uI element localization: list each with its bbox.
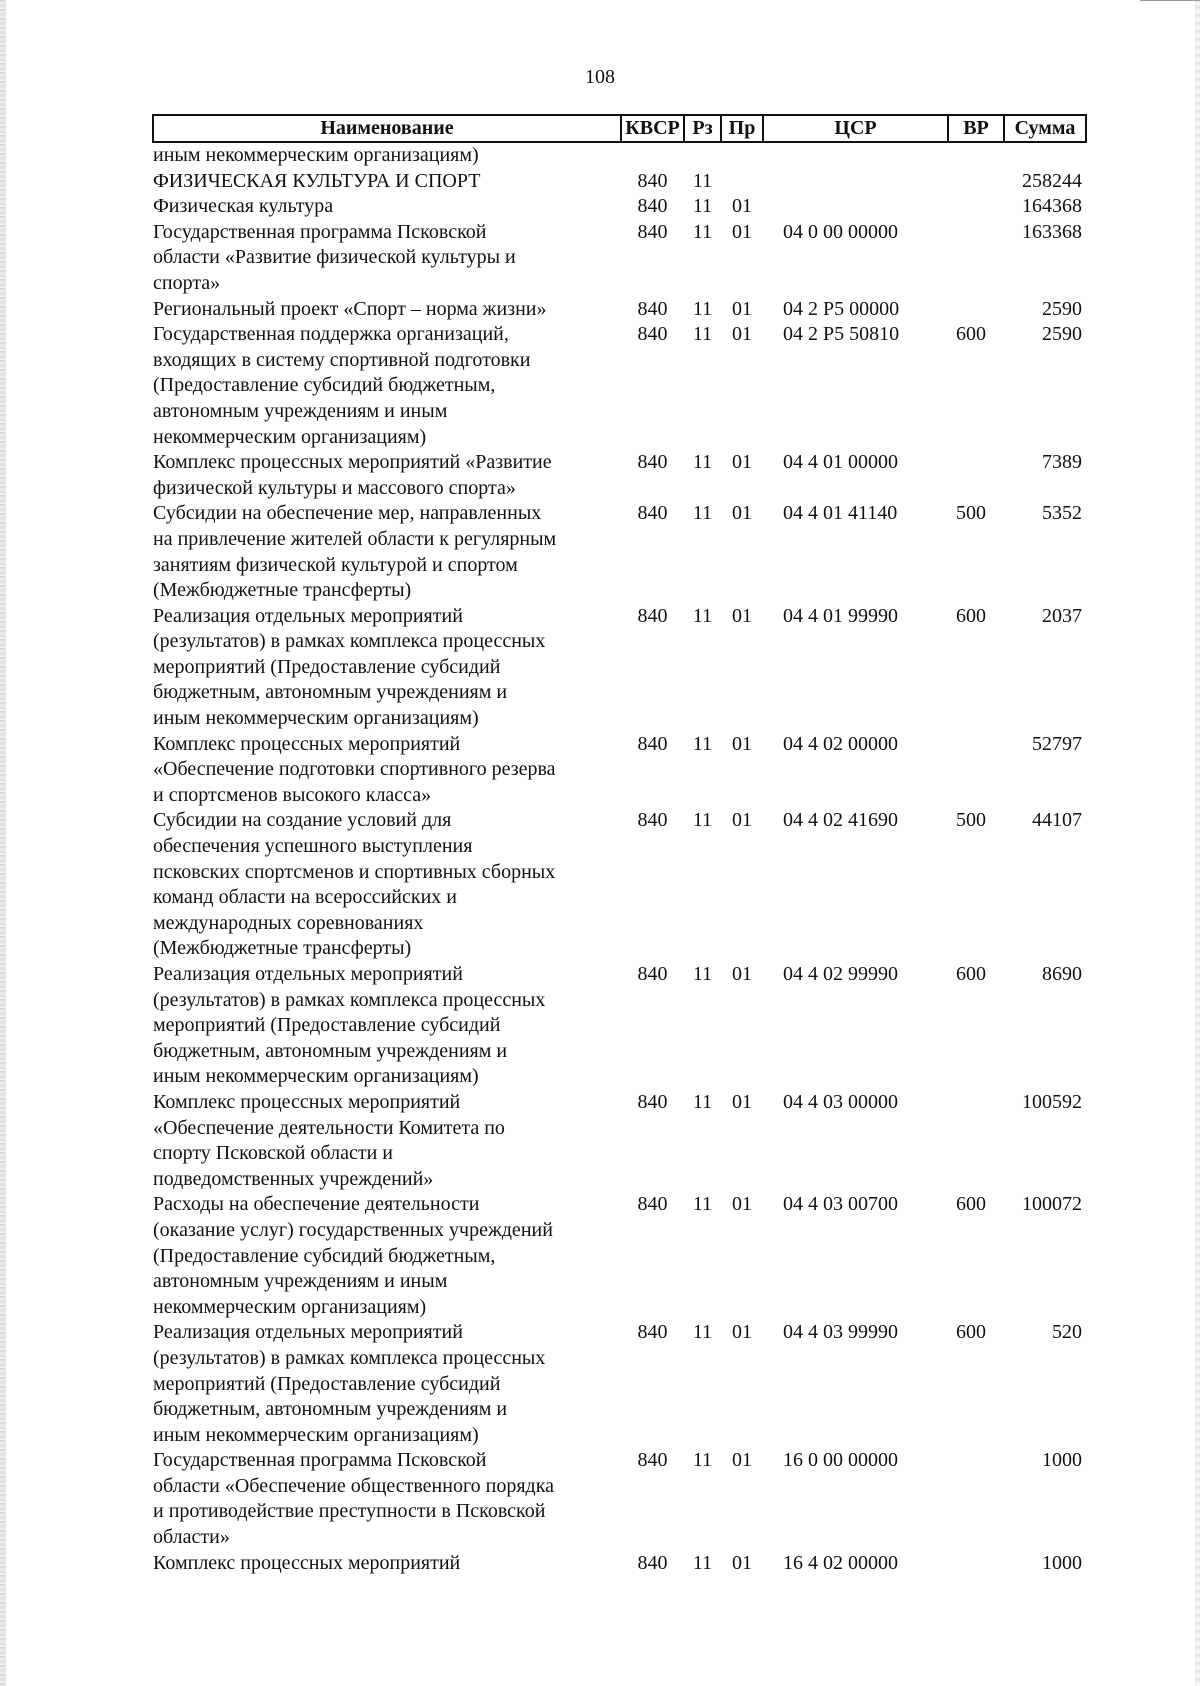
header-rz: Рз: [684, 115, 721, 142]
cell-name-line: иным некоммерческим организациям): [153, 1065, 479, 1088]
cell-name: [153, 1192, 621, 1320]
cell-sum: 5352: [1042, 502, 1082, 525]
cell-name-line: Комплекс процессных мероприятий: [153, 1551, 461, 1574]
cell-name-line: ФИЗИЧЕСКАЯ КУЛЬТУРА И СПОРТ: [153, 169, 481, 192]
cell-vr: [948, 194, 1004, 220]
cell-name-line: Комплекс процессных мероприятий «Развитие: [153, 451, 552, 474]
cell-name: [153, 169, 621, 195]
cell-name-line: входящих в систему спортивной подготовки: [153, 348, 531, 371]
cell-name-line: занятиям физической культурой и спортом: [153, 553, 518, 576]
header-csr: ЦСР: [763, 115, 948, 142]
cell-name-line: на привлечение жителей области к регулярным: [153, 527, 557, 550]
cell-name-line: мероприятий (Предоставление субсидий: [153, 655, 501, 678]
cell-name: [153, 501, 621, 603]
cell-csr: 16 4 02 00000: [783, 1551, 898, 1574]
cell-sum: 2037: [1042, 604, 1082, 627]
cell-sum: 7389: [1042, 451, 1082, 474]
table-row: [153, 450, 1086, 501]
cell-name-line: бюджетным, автономным учреждениям и: [153, 681, 508, 704]
cell-name: [153, 322, 621, 450]
cell-rz: 11: [692, 1321, 713, 1344]
cell-sum: 164368: [1022, 195, 1082, 218]
cell-name-line: и противодействие преступности в Псковской: [153, 1500, 546, 1523]
cell-sum: 2590: [1042, 297, 1082, 320]
cell-name-line: Физическая культура: [153, 195, 334, 218]
cell-name-line: иным некоммерческим организациям): [153, 144, 479, 166]
cell-vr: 500: [956, 502, 986, 525]
cell-kvsr: 840: [637, 323, 668, 346]
cell-pr: 01: [732, 323, 752, 346]
table-row: [153, 604, 1086, 732]
cell-rz: 11: [692, 1449, 713, 1472]
cell-sum: 258244: [1022, 169, 1082, 192]
header-sum: Сумма: [1004, 115, 1086, 142]
cell-name-line: области «Развитие физической культуры и: [153, 246, 516, 269]
cell-csr: 04 4 01 41140: [783, 502, 898, 525]
cell-rz: [684, 142, 721, 169]
cell-sum: 2590: [1042, 323, 1082, 346]
cell-name-line: подведомственных учреждений»: [153, 1167, 434, 1190]
cell-csr: 04 4 01 99990: [783, 604, 898, 627]
cell-rz: 11: [692, 195, 713, 218]
cell-name-line: Комплекс процессных мероприятий: [153, 732, 461, 755]
cell-kvsr: 840: [637, 451, 668, 474]
cell-name-line: обеспечения успешного выступления: [153, 835, 473, 858]
cell-kvsr: 840: [637, 1193, 668, 1216]
cell-name-line: Реализация отдельных мероприятий: [153, 963, 463, 985]
cell-sum: 8690: [1042, 963, 1082, 985]
cell-vr: [948, 1090, 1004, 1192]
cell-vr: [948, 142, 1004, 169]
cell-kvsr: 840: [637, 297, 668, 320]
cell-sum: 52797: [1032, 732, 1082, 755]
cell-rz: 11: [692, 169, 713, 192]
cell-name-line: Региональный проект «Спорт – норма жизни»: [153, 297, 547, 320]
cell-pr: 01: [732, 732, 752, 755]
cell-vr: [948, 169, 1004, 195]
cell-sum: 163368: [1022, 220, 1082, 243]
cell-kvsr: [621, 142, 684, 169]
cell-name-line: (Предоставление субсидий бюджетным,: [153, 374, 496, 397]
cell-sum: 520: [1052, 1321, 1082, 1344]
cell-name: [153, 142, 621, 169]
cell-csr: 04 4 03 00000: [783, 1090, 898, 1113]
cell-name-line: автономным учреждениям и иным: [153, 399, 448, 422]
cell-pr: 01: [732, 604, 752, 627]
cell-rz: 11: [692, 732, 713, 755]
table-row: [153, 322, 1086, 450]
cell-rz: 11: [692, 451, 713, 474]
cell-name-line: «Обеспечение подготовки спортивного резерва: [153, 758, 556, 781]
cell-pr: 01: [732, 451, 752, 474]
cell-kvsr: 840: [637, 502, 668, 525]
cell-kvsr: 840: [637, 1551, 668, 1574]
cell-name-line: автономным учреждениям и иным: [153, 1270, 448, 1293]
cell-vr: 600: [956, 323, 986, 346]
cell-name-line: (результатов) в рамках комплекса процессных: [153, 630, 546, 653]
cell-rz: 11: [692, 1193, 713, 1216]
cell-kvsr: 840: [637, 809, 668, 832]
cell-name-line: Реализация отдельных мероприятий: [153, 1321, 463, 1344]
cell-name-line: Расходы на обеспечение деятельности: [153, 1193, 480, 1216]
cell-name-line: и спортсменов высокого класса»: [153, 783, 432, 806]
cell-name-line: «Обеспечение деятельности Комитета по: [153, 1116, 505, 1139]
cell-rz: 11: [692, 1090, 713, 1113]
cell-kvsr: 840: [637, 220, 668, 243]
cell-pr: 01: [732, 1321, 752, 1344]
cell-rz: 11: [692, 297, 713, 320]
cell-name: [153, 1320, 621, 1448]
cell-name-line: Государственная программа Псковской: [153, 220, 487, 243]
cell-kvsr: 840: [637, 963, 668, 985]
cell-name-line: (результатов) в рамках комплекса процессных: [153, 1346, 546, 1369]
cell-kvsr: 840: [637, 169, 668, 192]
cell-kvsr: 840: [637, 195, 668, 218]
cell-csr: 04 4 01 00000: [783, 451, 898, 474]
cell-name-line: спорта»: [153, 271, 221, 294]
cell-csr: 04 4 02 00000: [783, 732, 898, 755]
cell-pr: 01: [732, 1193, 752, 1216]
cell-csr: [763, 194, 948, 220]
cell-name-line: иным некоммерческим организациям): [153, 1423, 479, 1446]
cell-name-line: команд области на всероссийских и: [153, 886, 458, 909]
cell-pr: 01: [732, 220, 752, 243]
cell-vr: [948, 450, 1004, 501]
cell-name-line: (результатов) в рамках комплекса процессных: [153, 988, 546, 1011]
table-row: [153, 220, 1086, 297]
cell-vr: [948, 1448, 1004, 1550]
cell-pr: [721, 142, 763, 169]
cell-pr: 01: [732, 809, 752, 832]
header-name: Наименование: [153, 115, 621, 142]
cell-name: [153, 194, 621, 220]
cell-name: [153, 450, 621, 501]
cell-name-line: бюджетным, автономным учреждениям и: [153, 1039, 508, 1062]
cell-name-line: спорту Псковской области и: [153, 1142, 393, 1165]
cell-sum: 100072: [1022, 1193, 1082, 1216]
cell-vr: 600: [956, 604, 986, 627]
budget-table: [152, 114, 1087, 1576]
cell-name-line: Государственная программа Псковской: [153, 1449, 487, 1472]
cell-rz: 11: [692, 963, 713, 985]
cell-vr: [948, 732, 1004, 809]
cell-csr: 04 4 03 00700: [783, 1193, 898, 1216]
cell-name-line: Субсидии на создание условий для: [153, 809, 452, 832]
header-vr: ВР: [948, 115, 1004, 142]
table-row: [153, 142, 1086, 169]
table-row: [153, 732, 1086, 809]
cell-name-line: некоммерческим организациям): [153, 425, 427, 448]
table-row: [153, 1090, 1086, 1192]
cell-vr: 600: [956, 1321, 986, 1344]
scan-edge-right: [1195, 0, 1200, 1686]
cell-name-line: (Межбюджетные трансферты): [153, 579, 412, 602]
cell-rz: 11: [692, 1551, 713, 1574]
cell-vr: [948, 1551, 1004, 1577]
cell-kvsr: 840: [637, 1449, 668, 1472]
table-row: [153, 169, 1086, 195]
cell-kvsr: 840: [637, 732, 668, 755]
cell-name: [153, 962, 621, 1090]
cell-csr: 16 0 00 00000: [783, 1449, 898, 1472]
table-row: [153, 1551, 1086, 1577]
cell-name: [153, 808, 621, 962]
cell-pr: 01: [732, 1551, 752, 1574]
cell-name: [153, 1551, 621, 1577]
cell-name: [153, 220, 621, 297]
cell-name-line: физической культуры и массового спорта»: [153, 476, 516, 499]
cell-sum: 100592: [1022, 1090, 1082, 1113]
cell-kvsr: 840: [637, 1321, 668, 1344]
cell-pr: 01: [732, 1090, 752, 1113]
cell-name-line: бюджетным, автономным учреждениям и: [153, 1398, 508, 1421]
cell-vr: 600: [956, 963, 986, 985]
cell-sum: 44107: [1032, 809, 1082, 832]
cell-name-line: (Межбюджетные трансферты): [153, 937, 412, 960]
table-row: [153, 1320, 1086, 1448]
cell-csr: 04 4 02 41690: [783, 809, 898, 832]
table-body: [153, 142, 1086, 1576]
header-kvsr: КВСР: [621, 115, 684, 142]
cell-vr: [948, 220, 1004, 297]
cell-rz: 11: [692, 323, 713, 346]
table-header: [153, 115, 1086, 142]
cell-pr: 01: [732, 1449, 752, 1472]
cell-pr: 01: [732, 963, 752, 985]
cell-sum: [1004, 142, 1086, 169]
cell-rz: 11: [692, 809, 713, 832]
cell-kvsr: 840: [637, 604, 668, 627]
cell-name-line: Комплекс процессных мероприятий: [153, 1090, 461, 1113]
cell-name: [153, 732, 621, 809]
cell-name-line: Субсидии на обеспечение мер, направленных: [153, 502, 542, 525]
cell-sum: 1000: [1042, 1551, 1082, 1574]
cell-csr: 04 4 03 99990: [783, 1321, 898, 1344]
cell-name-line: некоммерческим организациям): [153, 1295, 427, 1318]
page-number: [0, 66, 1200, 89]
cell-name: [153, 1090, 621, 1192]
cell-rz: 11: [692, 502, 713, 525]
table-row: [153, 194, 1086, 220]
cell-kvsr: 840: [637, 1090, 668, 1113]
cell-name-line: мероприятий (Предоставление субсидий: [153, 1372, 501, 1395]
cell-pr: 01: [732, 502, 752, 525]
cell-csr: 04 2 Р5 50810: [783, 323, 900, 346]
cell-name-line: Государственная поддержка организаций,: [153, 323, 509, 346]
scan-corner-mark: [1140, 0, 1200, 5]
table-row: [153, 297, 1086, 323]
cell-pr: 01: [732, 195, 752, 218]
cell-name-line: иным некоммерческим организациям): [153, 707, 479, 730]
cell-name-line: мероприятий (Предоставление субсидий: [153, 1014, 501, 1037]
cell-pr: [721, 169, 763, 195]
cell-csr: [763, 169, 948, 195]
cell-csr: 04 0 00 00000: [783, 220, 898, 243]
table-row: [153, 962, 1086, 1090]
table-row: [153, 808, 1086, 962]
cell-name-line: международных соревнованиях: [153, 911, 424, 934]
cell-csr: 04 2 Р5 00000: [783, 297, 900, 320]
page-number-text: 108: [585, 66, 615, 88]
table-row: [153, 501, 1086, 603]
cell-rz: 11: [692, 220, 713, 243]
header-pr: Пр: [721, 115, 763, 142]
scan-edge-left: [0, 0, 6, 1686]
cell-name-line: области «Обеспечение общественного порядка: [153, 1474, 555, 1497]
cell-name-line: (оказание услуг) государственных учреждений: [153, 1218, 553, 1241]
cell-csr: 04 4 02 99990: [783, 963, 898, 985]
table-row: [153, 1192, 1086, 1320]
cell-name-line: (Предоставление субсидий бюджетным,: [153, 1244, 496, 1267]
cell-vr: 500: [956, 809, 986, 832]
cell-name-line: псковских спортсменов и спортивных сборных: [153, 860, 556, 883]
cell-name-line: Реализация отдельных мероприятий: [153, 604, 463, 627]
cell-vr: [948, 297, 1004, 323]
cell-name-line: области»: [153, 1526, 230, 1549]
cell-csr: [763, 142, 948, 169]
table-row: [153, 1448, 1086, 1550]
cell-vr: 600: [956, 1193, 986, 1216]
cell-pr: 01: [732, 297, 752, 320]
cell-name: [153, 297, 621, 323]
cell-sum: 1000: [1042, 1449, 1082, 1472]
cell-rz: 11: [692, 604, 713, 627]
cell-name: [153, 604, 621, 732]
cell-name: [153, 1448, 621, 1550]
